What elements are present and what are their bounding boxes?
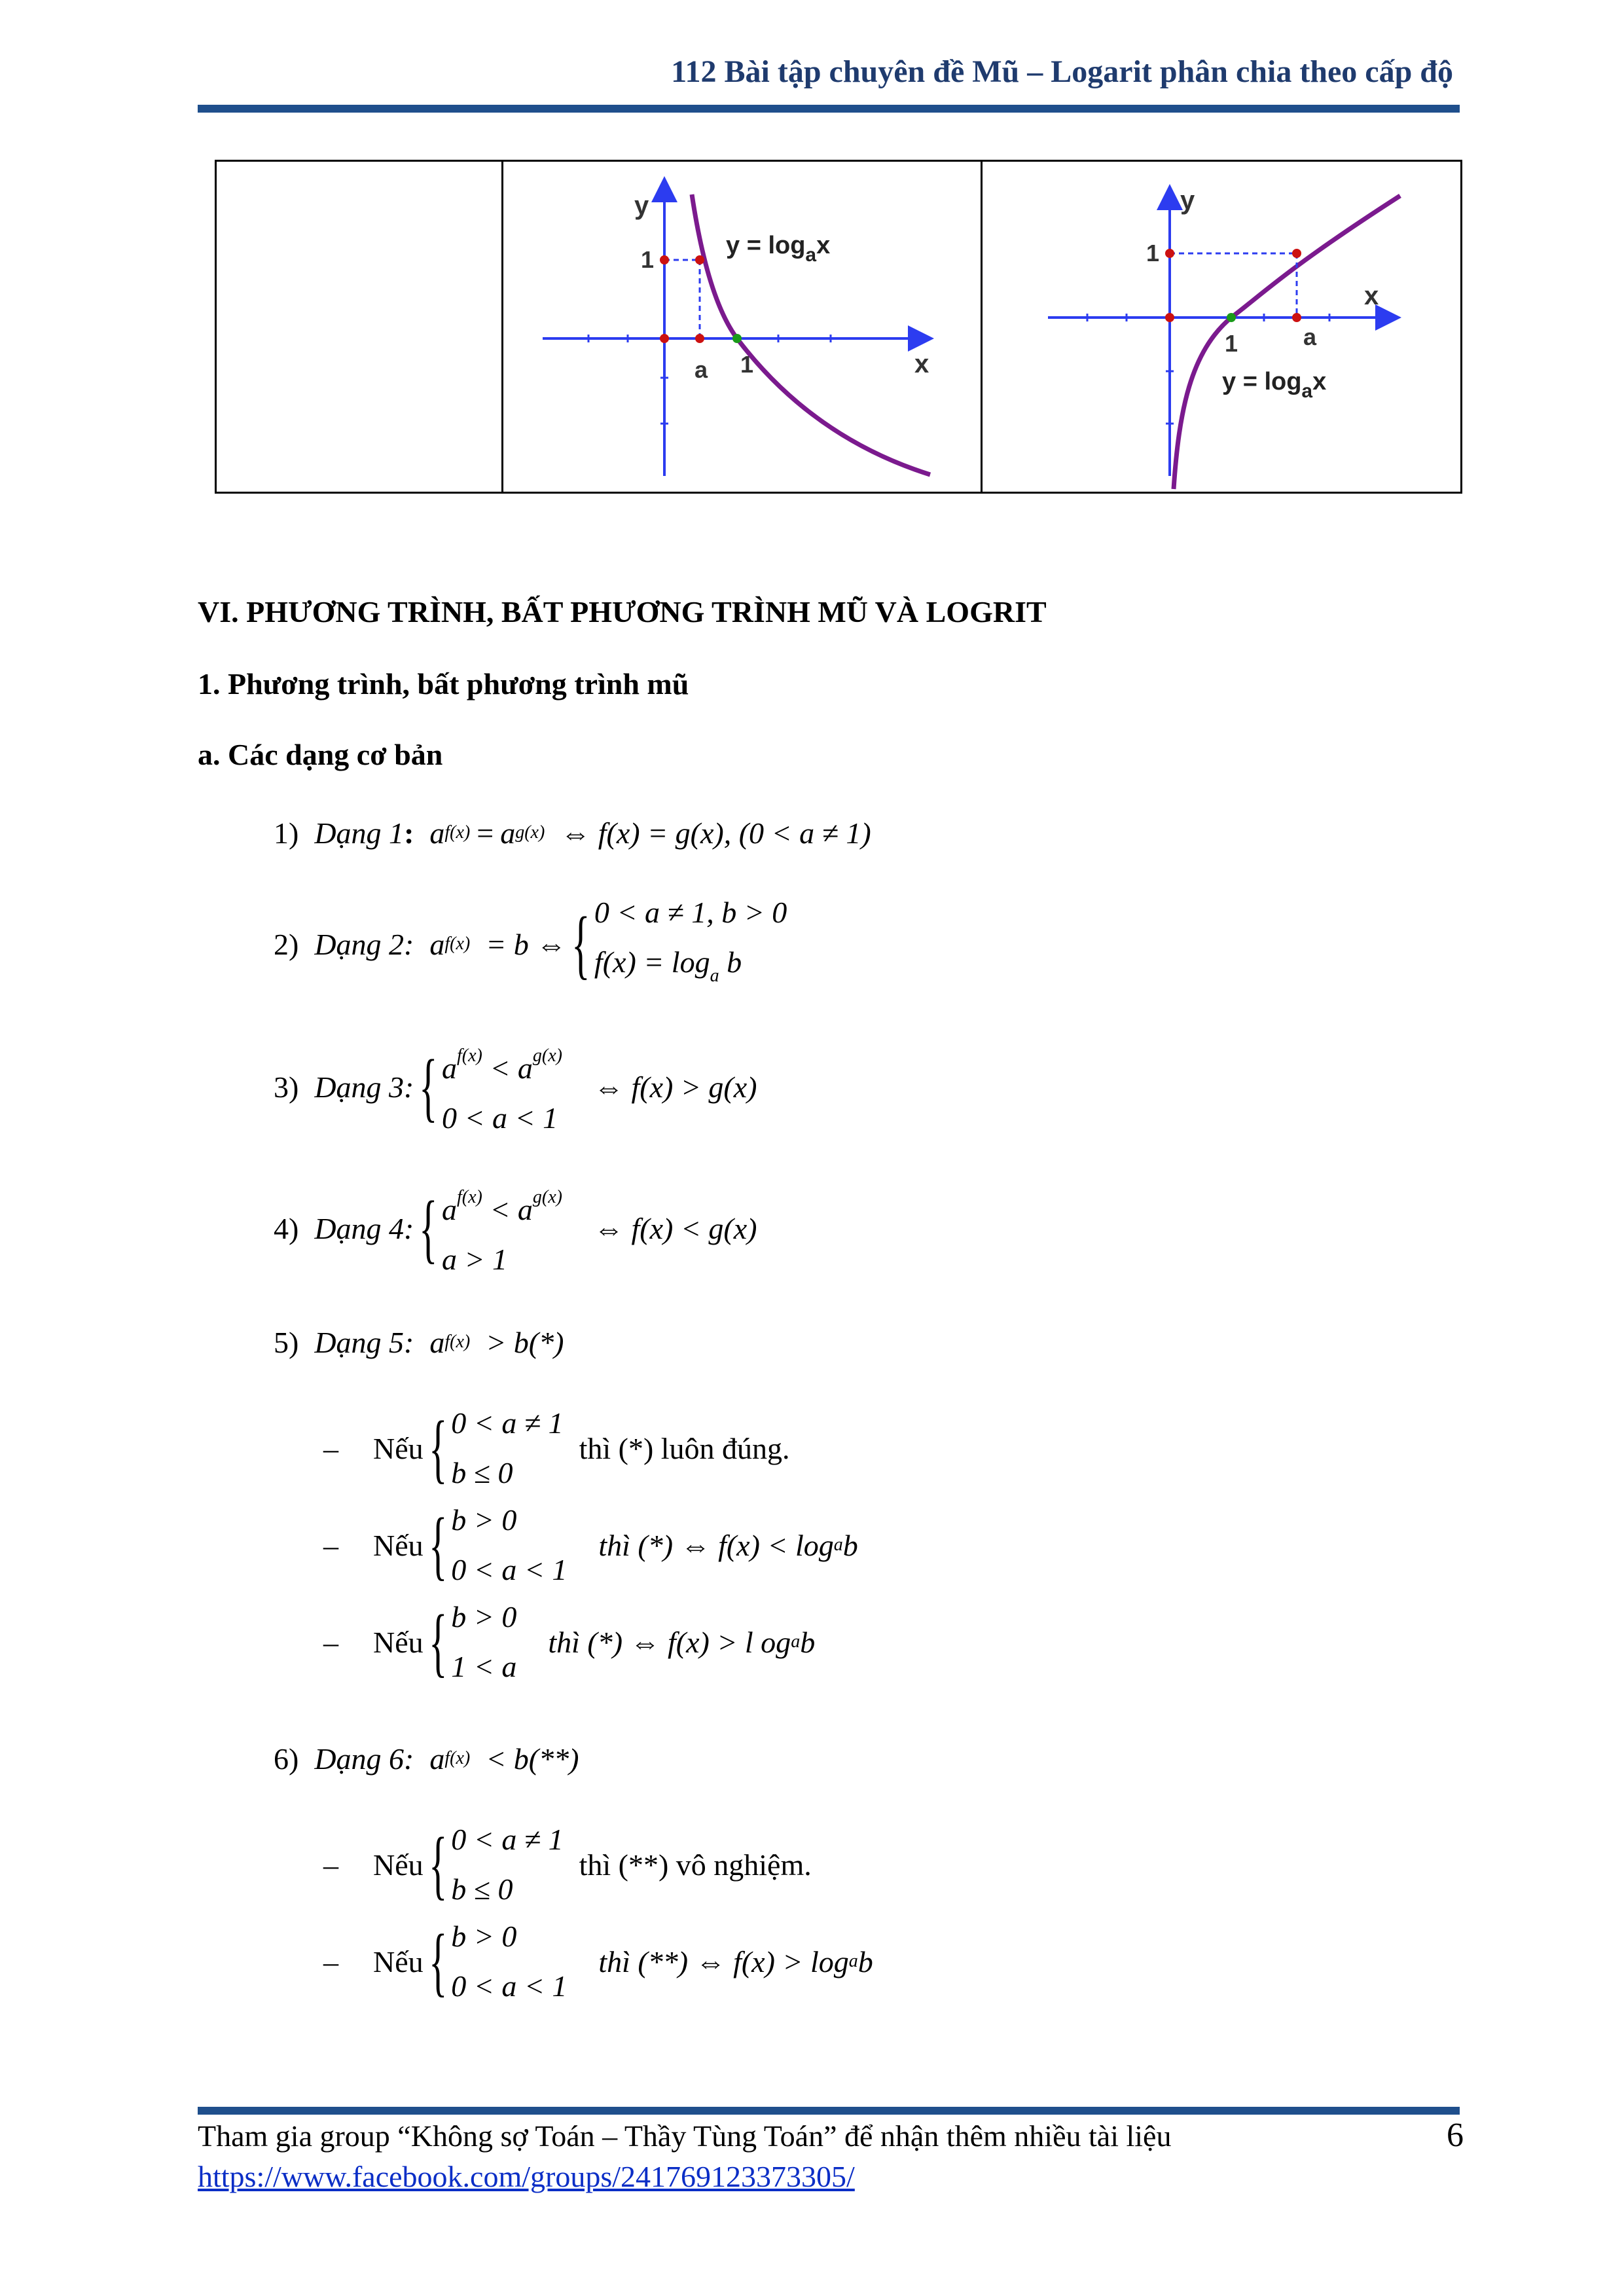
system: $a^{f(x)} < a^{g(x)}$ 0 < a < 1 bbox=[442, 1045, 562, 1135]
point bbox=[1165, 249, 1174, 258]
point bbox=[660, 255, 669, 264]
point bbox=[1227, 313, 1236, 322]
graph-log-increasing bbox=[983, 162, 1460, 492]
brace: { bbox=[419, 1185, 438, 1271]
case-row: Nếu { b > 0 1 < a thì (*) ⇔ f(x) > l og a b bbox=[373, 1590, 815, 1694]
form-1: 1) Dạng 1 : a f(x) = a g(x) ⇔ f(x) = g(x), (0 < a ≠ 1) bbox=[274, 816, 871, 850]
one-x-label: 1 bbox=[740, 351, 754, 378]
one-y-label: 1 bbox=[641, 246, 655, 273]
brace: { bbox=[571, 901, 590, 987]
point bbox=[1292, 249, 1301, 258]
system: $a^{f(x)} < a^{g(x)}$ a > 1 bbox=[442, 1186, 562, 1276]
bullet-dash: – bbox=[323, 1529, 338, 1562]
section-title: VI. PHƯƠNG TRÌNH, BẤT PHƯƠNG TRÌNH MŨ VÀ LOGRIT bbox=[198, 595, 1047, 629]
brace: { bbox=[428, 1918, 448, 2004]
y-label: y bbox=[634, 191, 649, 220]
x-label: x bbox=[914, 350, 929, 378]
a-label: a bbox=[695, 356, 708, 383]
system: 0 < a ≠ 1 b ≤ 0 bbox=[451, 1823, 564, 1906]
subsection-title: 1. Phương trình, bất phương trình mũ bbox=[198, 667, 689, 701]
one-x-label: 1 bbox=[1225, 330, 1238, 357]
system: b > 0 0 < a < 1 bbox=[451, 1503, 568, 1586]
brace: { bbox=[428, 1405, 448, 1491]
form-4: 4) Dạng 4: { $a^{f(x)} < a^{g(x)}$ a > 1 ⇔ f(x) < g(x) bbox=[274, 1176, 757, 1281]
system: 0 < a ≠ 1, b > 0 $f(x) = \log_a b$ bbox=[594, 895, 787, 986]
header-title: 112 Bài tập chuyên đề Mũ – Logarit phân chia theo cấp độ bbox=[671, 54, 1453, 89]
function-label: $y = \log_ax$ bbox=[726, 232, 831, 266]
brace: { bbox=[428, 1599, 448, 1685]
footer-link[interactable]: https://www.facebook.com/groups/241769123373305/ bbox=[198, 2160, 855, 2193]
bullet-dash: – bbox=[323, 1432, 338, 1465]
footer-text: Tham gia group “Không sợ Toán – Thầy Tùng Toán” để nhận thêm nhiều tài liệu bbox=[198, 2119, 1172, 2153]
brace: { bbox=[428, 1821, 448, 1907]
bullet-dash: – bbox=[323, 1945, 338, 1978]
form-2: 2) Dạng 2: a f(x) = b ⇔ { 0 < a ≠ 1, b > 0 $f(x) = \log_a b$ bbox=[274, 892, 787, 996]
bullet-dash: – bbox=[323, 1848, 338, 1882]
header-rule bbox=[198, 105, 1460, 113]
function-label: $y = \log_ax$ bbox=[1222, 368, 1327, 402]
subsubsection-title: a. Các dạng cơ bản bbox=[198, 738, 443, 771]
form-5: 5) Dạng 5: a f(x) > b(*) bbox=[274, 1325, 564, 1359]
system: b > 0 0 < a < 1 bbox=[451, 1920, 568, 2003]
point bbox=[660, 334, 669, 343]
case-row: Nếu { b > 0 0 < a < 1 thì (**) ⇔ f(x) > log a b bbox=[373, 1909, 873, 2014]
form-6: 6) Dạng 6: a f(x) < b(**) bbox=[274, 1741, 579, 1776]
brace: { bbox=[419, 1044, 438, 1129]
form-3: 3) Dạng 3: { $a^{f(x)} < a^{g(x)}$ 0 < a < 1 ⇔ f(x) > g(x) bbox=[274, 1034, 757, 1139]
one-y-label: 1 bbox=[1146, 240, 1160, 266]
case-row: Nếu { b > 0 0 < a < 1 thì (*) ⇔ f(x) < log a b bbox=[373, 1493, 858, 1597]
point bbox=[695, 255, 704, 264]
case-row: Nếu { 0 < a ≠ 1 b ≤ 0 thì (*) luôn đúng. bbox=[373, 1396, 790, 1501]
point bbox=[1165, 313, 1174, 322]
point bbox=[695, 334, 704, 343]
x-label: x bbox=[1364, 282, 1379, 310]
log-curve bbox=[1174, 196, 1400, 489]
page-number: 6 bbox=[1447, 2117, 1464, 2154]
brace: { bbox=[428, 1502, 448, 1588]
system: b > 0 1 < a bbox=[451, 1600, 517, 1683]
y-label: y bbox=[1180, 186, 1195, 215]
system: 0 < a ≠ 1 b ≤ 0 bbox=[451, 1406, 564, 1489]
a-label: a bbox=[1303, 323, 1317, 350]
footer-rule bbox=[198, 2107, 1460, 2115]
case-row: Nếu { 0 < a ≠ 1 b ≤ 0 thì (**) vô nghiệm. bbox=[373, 1812, 812, 1917]
bullet-dash: – bbox=[323, 1626, 338, 1659]
point bbox=[732, 334, 742, 343]
point bbox=[1292, 313, 1301, 322]
graph-log-decreasing bbox=[503, 162, 981, 492]
